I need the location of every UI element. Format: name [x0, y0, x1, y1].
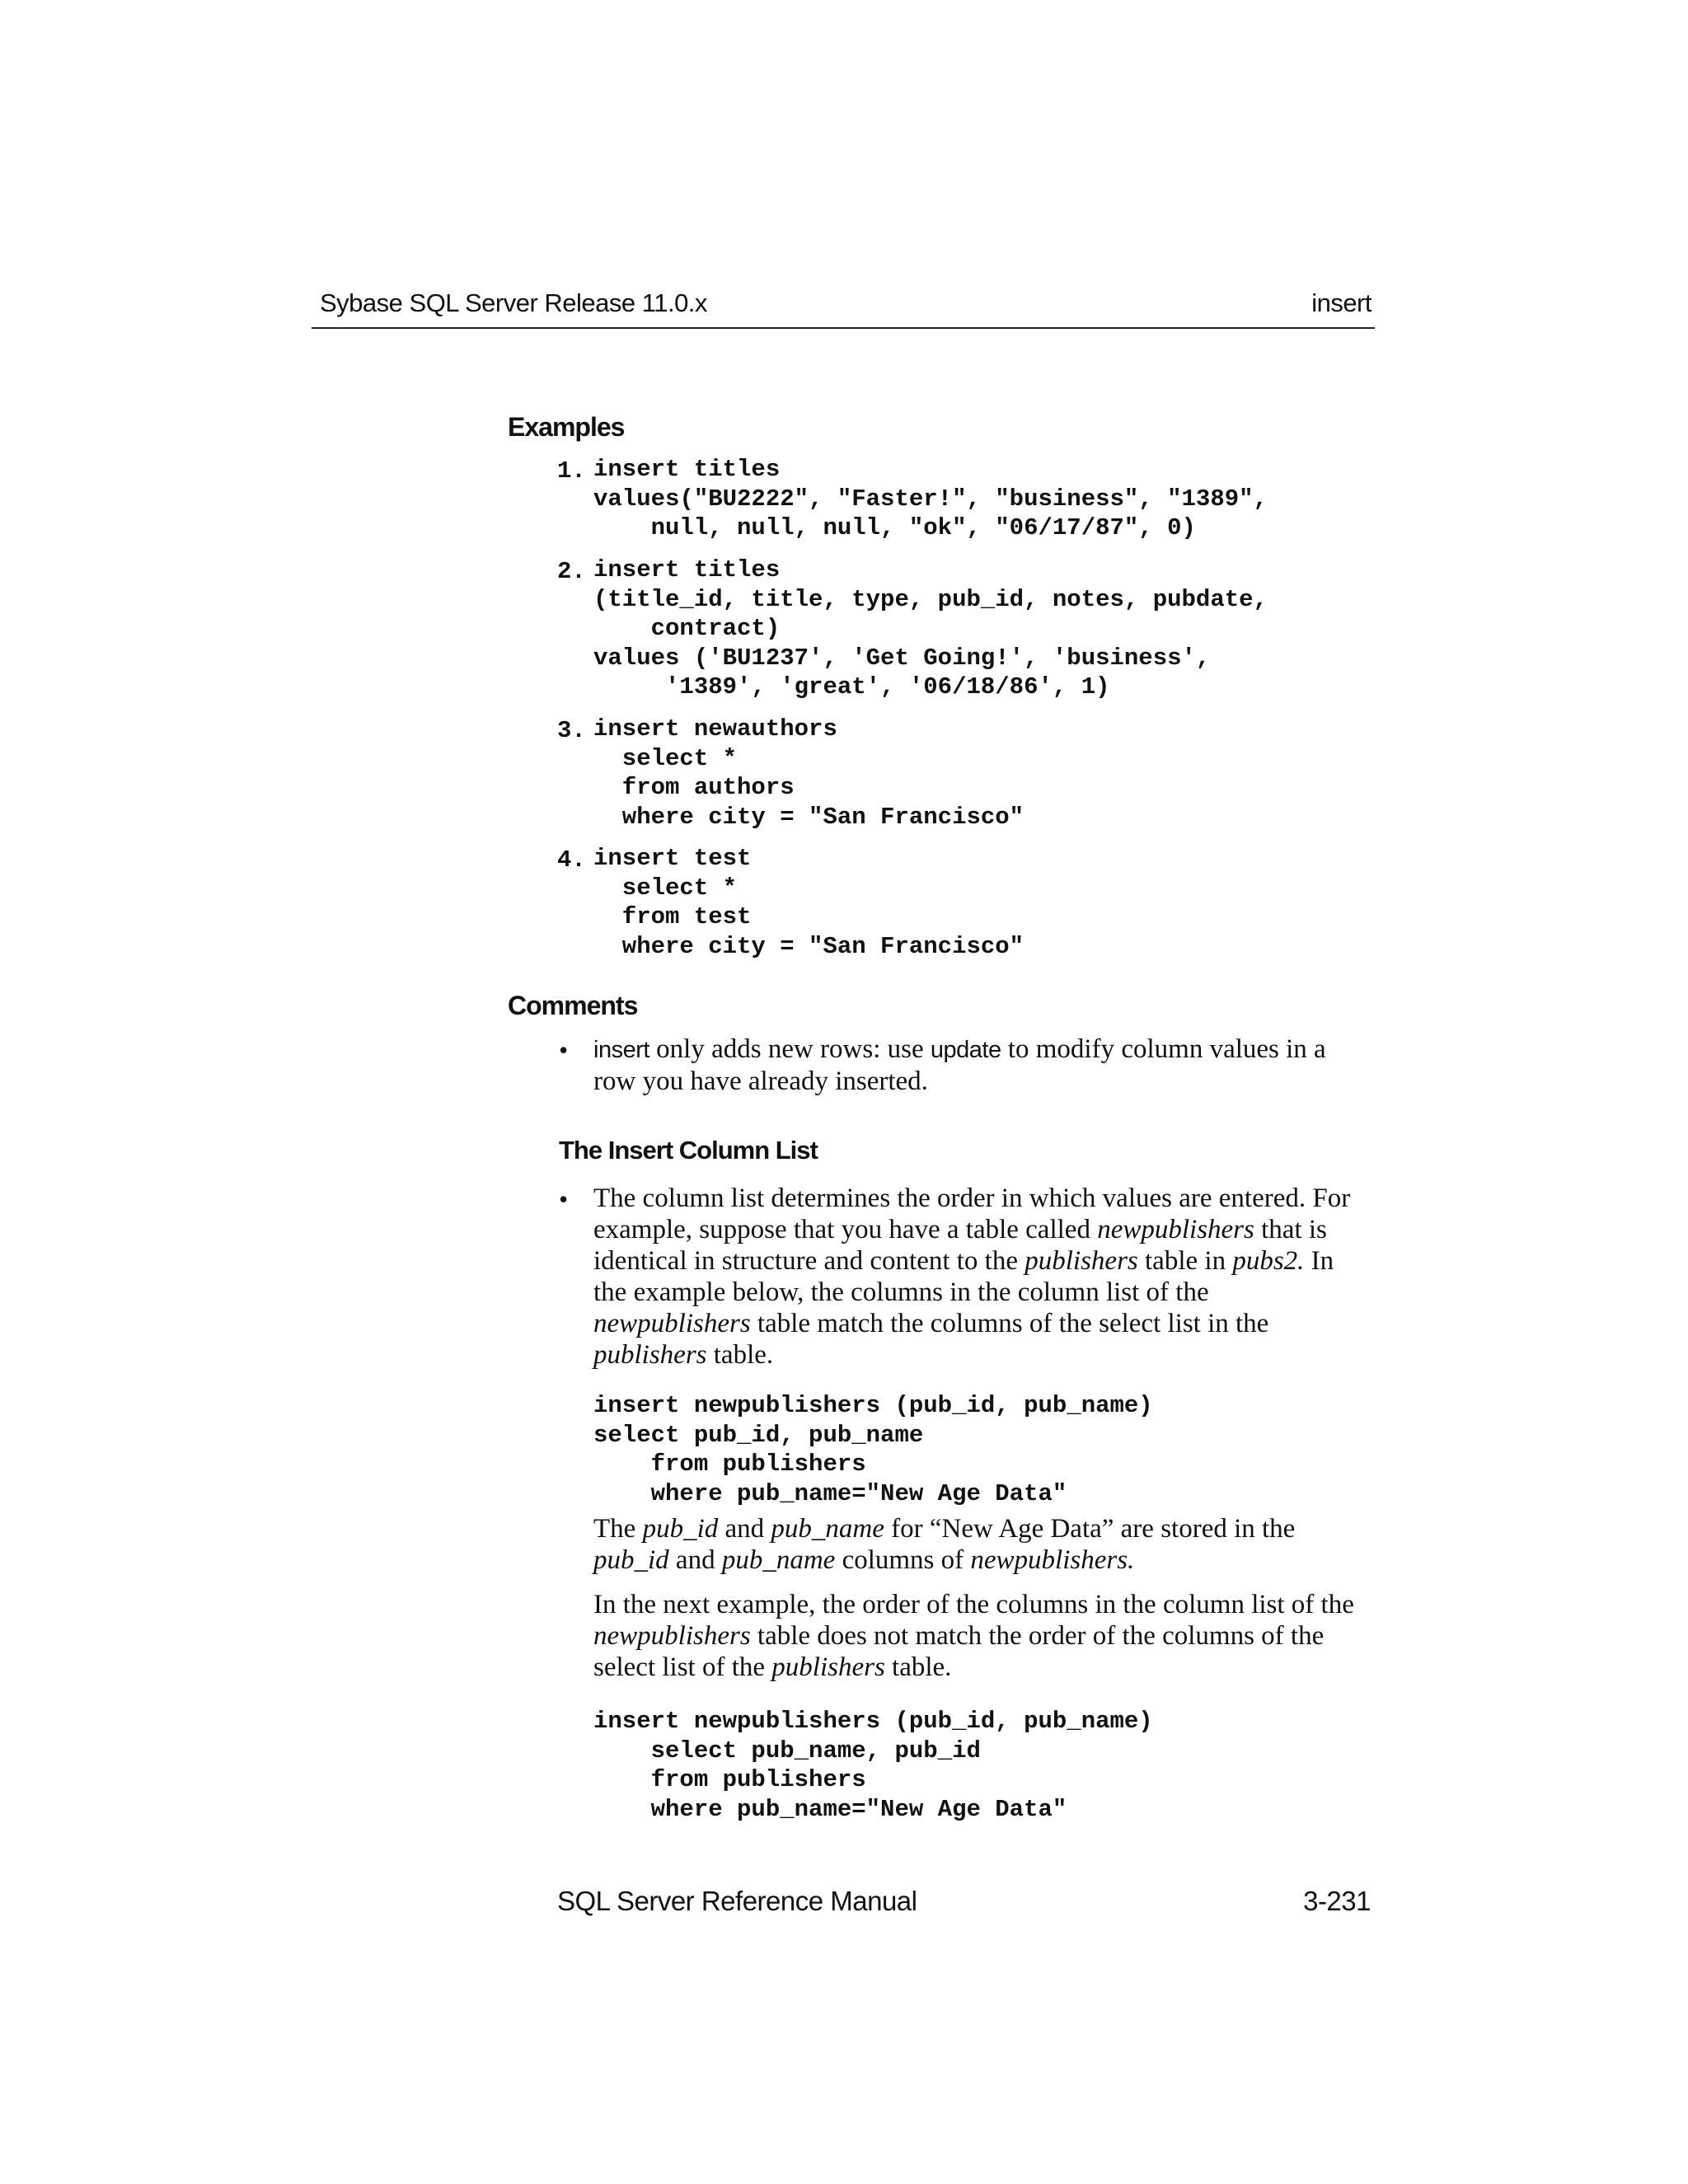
header-rule	[312, 327, 1375, 329]
page-number: 3-231	[1303, 1886, 1371, 1916]
example-code: insert titles (title_id, title, type, pub_id, notes, pubdate, contract) values ('BU1237', 'Get Going!', 'business', '1389', 'great', '06/18/86', 1)	[593, 556, 1268, 701]
column-list-paragraph	[593, 1183, 1372, 1371]
code-example: insert newpublishers (pub_id, pub_name) select pub_name, pub_id from publishers where pub_name="New Age Data"	[593, 1708, 1153, 1823]
table-name: publishers	[593, 1340, 707, 1370]
text: for “New Age Data” are stored in the	[884, 1514, 1296, 1544]
example-code: insert newauthors select * from authors where city = "San Francisco"	[593, 715, 1025, 831]
keyword-insert: insert	[593, 1037, 649, 1063]
table-name: newpublishers.	[970, 1545, 1135, 1575]
code-example: insert newpublishers (pub_id, pub_name) select pub_id, pub_name from publishers where pub_name="New Age Data"	[593, 1392, 1153, 1507]
text: table in	[1137, 1246, 1233, 1276]
column-name: pub_id	[642, 1514, 719, 1544]
keyword-update: update	[930, 1037, 1001, 1063]
table-name: newpublishers	[593, 1621, 751, 1651]
example-number: 3.	[557, 717, 586, 744]
text: columns of	[835, 1545, 971, 1575]
text: to modify column values in a row you have already inserted.	[593, 1034, 1326, 1096]
table-name: newpublishers	[1097, 1215, 1254, 1244]
text: table.	[884, 1652, 952, 1682]
example-number: 1.	[557, 457, 586, 485]
column-name: pub_name	[771, 1514, 884, 1544]
column-name: pub_id	[593, 1545, 669, 1575]
text: that is identical in structure and content to the	[593, 1215, 1327, 1276]
text: The	[593, 1514, 643, 1544]
result-paragraph	[593, 1513, 1372, 1576]
examples-heading: Examples	[508, 412, 625, 442]
bullet: •	[559, 1184, 569, 1214]
text: and	[668, 1545, 722, 1575]
comments-heading: Comments	[508, 991, 638, 1020]
text: table.	[706, 1340, 774, 1370]
text: The column list determines the order in which values are entered. For example, suppose that you have a table called	[593, 1183, 1351, 1244]
table-name: publishers	[771, 1652, 885, 1682]
text: table does not match the order of the columns of the select list of the	[593, 1621, 1325, 1682]
text: and	[718, 1514, 771, 1544]
table-name: newpublishers	[593, 1309, 751, 1338]
text: In the example below, the columns in the column list of the	[593, 1246, 1334, 1307]
table-name: publishers	[1025, 1246, 1138, 1276]
running-header-section: insert	[1311, 288, 1372, 317]
text: only adds new rows: use	[649, 1034, 931, 1064]
next-example-paragraph	[593, 1589, 1372, 1683]
running-footer-title: SQL Server Reference Manual	[557, 1886, 917, 1916]
column-name: pub_name	[721, 1545, 836, 1575]
example-number: 4.	[557, 846, 586, 874]
insert-column-list-subheading: The Insert Column List	[559, 1136, 818, 1165]
database-name: pubs2.	[1232, 1246, 1305, 1276]
example-code: insert titles values("BU2222", "Faster!", "business", "1389", null, null, null, "ok", "06/17/87", 0)	[593, 456, 1268, 541]
example-code: insert test select * from test where city = "San Francisco"	[593, 845, 1025, 960]
comment-paragraph	[593, 1033, 1360, 1097]
example-number: 2.	[557, 558, 586, 585]
bullet: •	[559, 1035, 569, 1065]
text: table match the columns of the select list in the	[750, 1309, 1269, 1338]
running-header-title: Sybase SQL Server Release 11.0.x	[320, 288, 707, 317]
text: In the next example, the order of the columns in the column list of the	[593, 1590, 1354, 1619]
